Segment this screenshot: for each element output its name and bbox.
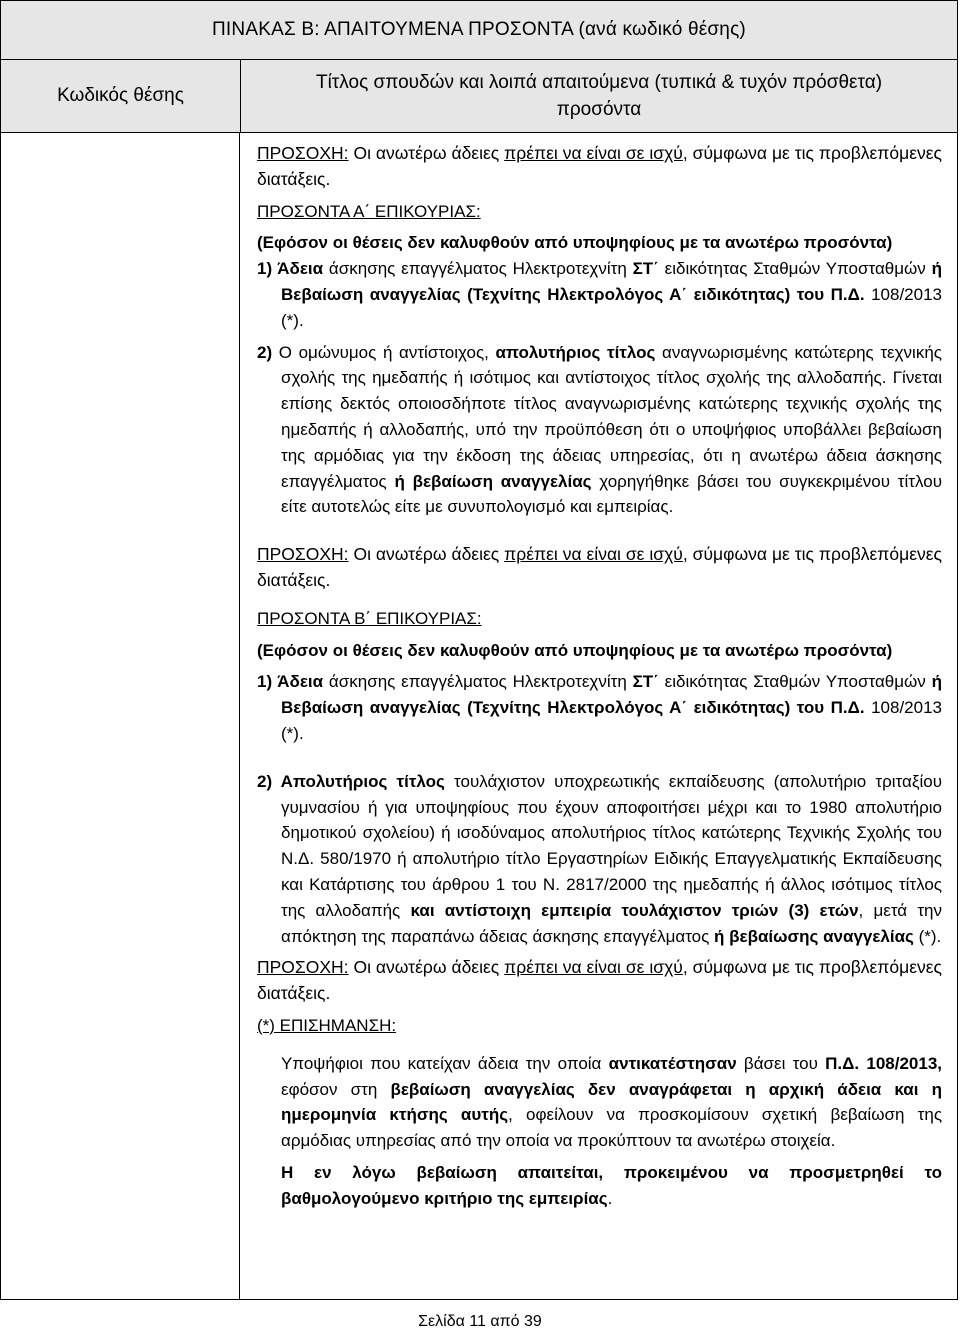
section-b-condition: (Εφόσον οι θέσεις δεν καλυφθούν από υποψηφίους με τα ανωτέρω προσόντα) bbox=[257, 640, 893, 660]
remark-paragraph-1: Υποψήφιοι που κατείχαν άδεια την οποία αντικατέστησαν βάσει του Π.Δ. 108/2013, εφόσον στη βεβαίωση αναγγελίας δεν αναγράφεται η αρχική άδεια και η ημερομηνία κτήσης αυτής, οφείλουν να προσκομίσουν σχετική βεβαίωση της αρμόδιας υπηρεσίας από την οποία να προκύπτουν τα ανωτέρω στοιχεία. bbox=[281, 1053, 943, 1151]
section-b-item-2: 2) Απολυτήριος τίτλος τουλάχιστον υποχρεωτικής εκπαίδευσης (απολυτήριο τριταξίου γυμνασίου ή για υποψηφίους που έχουν αποφοιτήσει μέχρι και το 1980 απολυτήριο δημοτικού σχολείου) ή ισοδύναμος απολυτήριος τίτλος κατώτερης Τεχνικής Σχολής του Ν.Δ. 580/1970 ή απολυτήριο τίτλο Εργαστηρίων Ειδικής Επαγγελματικής Εκπαίδευσης και Κατάρτισης του άρθρου 1 του Ν. 2817/2000 της ημεδαπής ή άλλος ισότιμος τίτλος της αλλοδαπής και αντίστοιχη εμπειρία τουλάχιστον τριών (3) ετών, μετά την απόκτηση της παραπάνω άδειας άσκησης επαγγέλματος ή βεβαίωσης αναγγελίας (*). bbox=[257, 771, 942, 946]
qualifications-cell bbox=[257, 141, 942, 1211]
remark-paragraph-2: Η εν λόγω βεβαίωση απαιτείται, προκειμένου να προσμετρηθεί το βαθμολογούμενο κριτήριο της εμπειρίας. bbox=[281, 1162, 942, 1208]
page-number: Σελίδα 11 από 39 bbox=[418, 1313, 542, 1330]
column-header-qualifications: Τίτλος σπουδών και λοιπά απαιτούμενα (τυπικά & τυχόν πρόσθετα) προσόντα bbox=[315, 72, 883, 120]
section-b-item-1: 1) Άδεια άσκησης επαγγέλματος Ηλεκτροτεχνίτη ΣΤ΄ ειδικότητας Σταθμών Υποσταθμών ή Βεβαίωση αναγγελίας (Τεχνίτης Ηλεκτρολόγος Α΄ ειδικότητας) του Π.Δ. 108/2013 (*). bbox=[257, 672, 942, 743]
notice-3: ΠΡΟΣΟΧΗ: Οι ανωτέρω άδειες πρέπει να είναι σε ισχύ, σύμφωνα με τις προβλεπόμενες διατάξεις. bbox=[257, 957, 942, 1004]
section-a-item-1: 1) Άδεια άσκησης επαγγέλματος Ηλεκτροτεχνίτη ΣΤ΄ ειδικότητας Σταθμών Υποσταθμών ή Βεβαίωση αναγγελίας (Τεχνίτης Ηλεκτρολόγος Α΄ ειδικότητας) του Π.Δ. 108/2013 (*). bbox=[257, 259, 942, 330]
remark-block bbox=[257, 1051, 942, 1212]
table-header-row bbox=[1, 60, 957, 133]
section-a-item-2: 2) Ο ομώνυμος ή αντίστοιχος, απολυτήριος τίτλος αναγνωρισμένης κατώτερης τεχνικής σχολής της ημεδαπής ή ισότιμος και αντίστοιχος τίτλος σχολής της αλλοδαπής. Γίνεται επίσης δεκτός οποιοσδήποτε τίτλος αναγνωρισμένης κατώτερης τεχνικής σχολής της ημεδαπής ή αλλοδαπής, υπό την προϋπόθεση ότι ο υποψήφιος υποβάλλει βεβαίωση της αρμόδιας για την έκδοση της άδειας υπηρεσίας, ότι η ανωτέρω άδεια άσκησης επαγγέλματος ή βεβαίωση αναγγελίας χορηγήθηκε βάσει του συγκεκριμένου τίτλου είτε αυτοτελώς είτε με συνυπολογισμό και εμπειρίας. bbox=[257, 342, 942, 517]
notice-2: ΠΡΟΣΟΧΗ: Οι ανωτέρω άδειες πρέπει να είναι σε ισχύ, σύμφωνα με τις προβλεπόμενες διατάξεις. bbox=[257, 544, 942, 590]
notice-1: ΠΡΟΣΟΧΗ: Οι ανωτέρω άδειες πρέπει να είναι σε ισχύ, σύμφωνα με τις προβλεπόμενες διατάξεις. bbox=[257, 143, 942, 189]
column-divider bbox=[239, 132, 240, 1300]
table-title-text: ΠΙΝΑΚΑΣ Β: ΑΠΑΙΤΟΥΜΕΝΑ ΠΡΟΣΟΝΤΑ (ανά κωδικό θέσης) bbox=[212, 19, 746, 40]
table-title bbox=[1, 1, 957, 60]
remark-heading: (*) ΕΠΙΣΗΜΑΝΣΗ: bbox=[257, 1015, 397, 1035]
section-a-heading: ΠΡΟΣΟΝΤΑ Α΄ ΕΠΙΚΟΥΡΙΑΣ: bbox=[257, 201, 481, 221]
section-b-heading: ΠΡΟΣΟΝΤΑ Β΄ ΕΠΙΚΟΥΡΙΑΣ: bbox=[257, 608, 482, 628]
section-a-condition: (Εφόσον οι θέσεις δεν καλυφθούν από υποψηφίους με τα ανωτέρω προσόντα) bbox=[257, 233, 893, 253]
column-header-code: Κωδικός θέσης bbox=[1, 60, 241, 132]
